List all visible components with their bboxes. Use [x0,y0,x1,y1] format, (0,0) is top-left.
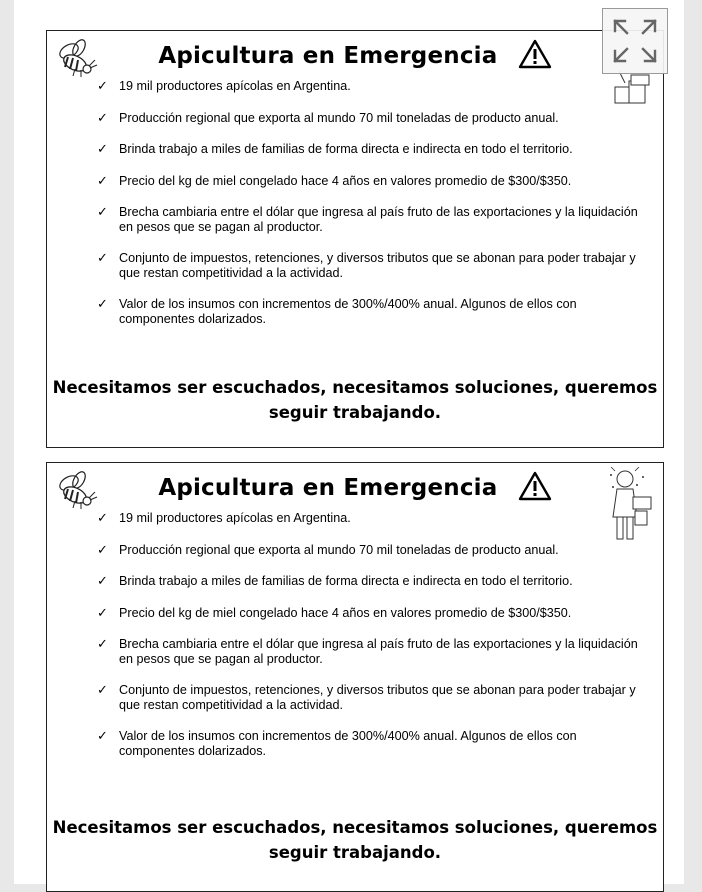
list-item: ✓ 19 mil productores apícolas en Argentina. [97,78,351,93]
document-page [14,0,684,884]
list-item: ✓ Brecha cambiaria entre el dólar que ingresa al país fruto de las exportaciones y la liquidación en pesos que se pagan al productor. [97,204,638,234]
list-item: ✓ 19 mil productores apícolas en Argentina. [97,510,351,525]
flyer-title: Apicultura en Emergencia [47,39,663,69]
list-item: ✓ Precio del kg de miel congelado hace 4 años en valores promedio de $300/$350. [97,604,572,620]
list-item: ✓ Brinda trabajo a miles de familias de forma directa e indirecta en todo el territorio. [97,573,573,588]
points-list [97,511,651,775]
list-item: ✓ Precio del kg de miel congelado hace 4 años en valores promedio de $300/$350. [97,172,572,188]
list-item: ✓ Brinda trabajo a miles de familias de forma directa e indirecta en todo el territorio. [97,141,573,156]
check-icon: ✓ [97,296,108,311]
expand-icon [603,9,667,73]
list-item: ✓ Brecha cambiaria entre el dólar que ingresa al país fruto de las exportaciones y la liquidación en pesos que se pagan al productor. [97,636,638,666]
check-icon: ✓ [97,682,108,697]
check-icon: ✓ [97,204,108,219]
check-icon: ✓ [97,141,108,156]
list-item: ✓ Producción regional que exporta al mundo 70 mil toneladas de producto anual. [97,541,559,557]
check-icon: ✓ [97,604,108,620]
warning-icon [518,471,552,501]
check-icon: ✓ [97,728,108,743]
list-item: ✓ Conjunto de impuestos, retenciones, y diversos tributos que se abonan para poder trabajar y que restan competitividad a la actividad. [97,682,636,712]
expand-button[interactable] [602,8,668,74]
check-icon: ✓ [97,172,108,188]
check-icon: ✓ [97,109,108,125]
list-item: ✓ Valor de los insumos con incrementos de 300%/400% anual. Algunos de ellos con componentes dolarizados. [97,728,577,758]
flyer-bottom [46,462,664,892]
flyer-top [46,30,664,448]
check-icon: ✓ [97,78,108,93]
check-icon: ✓ [97,541,108,557]
closing-statement: Necesitamos ser escuchados, necesitamos soluciones, queremos seguir trabajando. [52,378,658,422]
check-icon: ✓ [97,636,108,651]
check-icon: ✓ [97,573,108,588]
flyer-title: Apicultura en Emergencia [47,471,663,501]
check-icon: ✓ [97,510,108,525]
check-icon: ✓ [97,250,108,265]
closing-statement: Necesitamos ser escuchados, necesitamos soluciones, queremos seguir trabajando. [52,818,658,862]
list-item: ✓ Conjunto de impuestos, retenciones, y diversos tributos que se abonan para poder trabajar y que restan competitividad a la actividad. [97,250,636,280]
warning-icon [518,39,552,69]
list-item: ✓ Producción regional que exporta al mundo 70 mil toneladas de producto anual. [97,109,559,125]
points-list [97,79,651,343]
list-item: ✓ Valor de los insumos con incrementos de 300%/400% anual. Algunos de ellos con componentes dolarizados. [97,296,577,326]
